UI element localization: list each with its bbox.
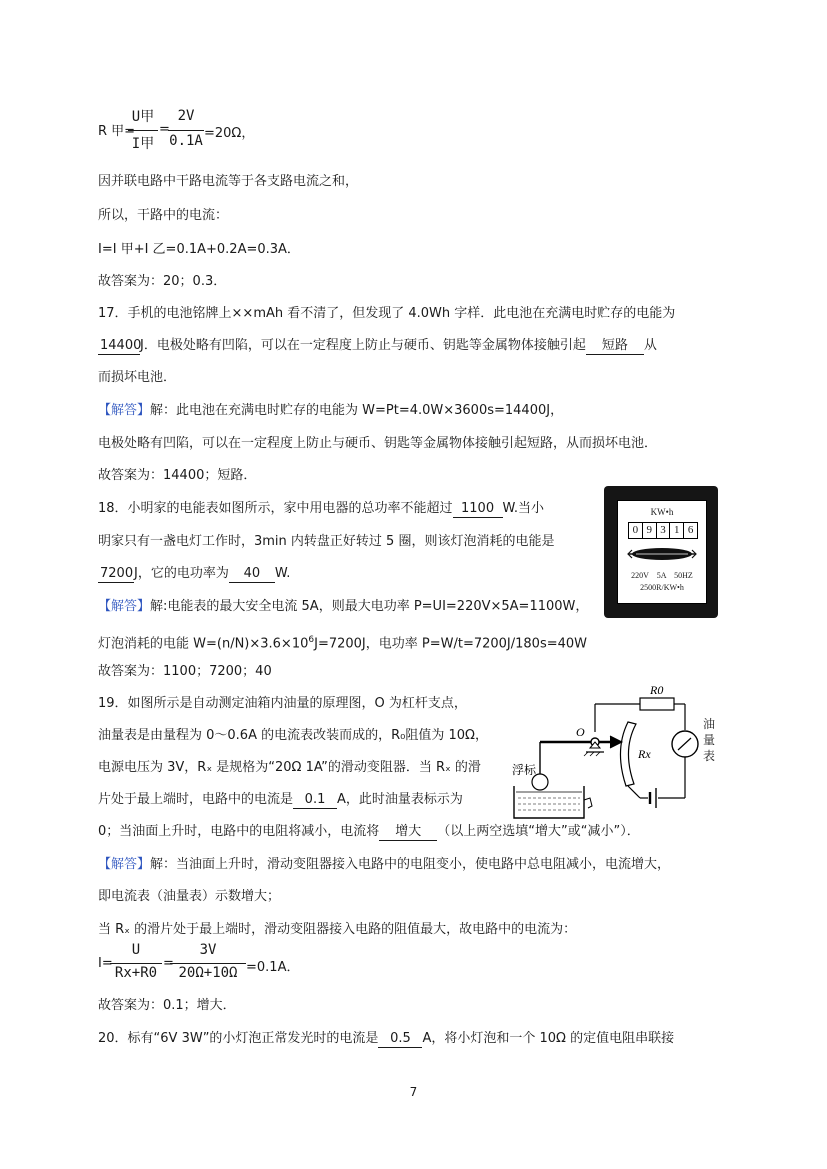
text-current-sum: I=I 甲+I 乙=0.1A+0.2A=0.3A． [98,242,300,257]
q18-line2: 明家只有一盏电灯工作时，3min 内转盘正好转过 5 圈，则该灯泡消耗的电能是 [98,534,555,549]
meter-window [617,500,707,604]
answer-16: 故答案为：20；0.3． [98,274,227,289]
q17-solution1: 【解答】解：此电池在充满电时贮存的电能为 W=Pt=4.0W×3600s=14400J， [98,403,564,418]
q19-solution2: 即电流表（油量表）示数增大； [98,889,281,904]
label-oil-gauge: 油量表 [703,717,716,763]
equals-sign: = [163,956,174,971]
text-so: 所以，干路中的电流： [98,208,229,223]
text-parallel: 因并联电路中干路电流等于各支路电流之和， [98,174,359,189]
blank-increase: 增大 [379,824,437,841]
electric-meter-figure [604,486,718,618]
page-number: 7 [409,1085,418,1099]
q17-answer: 故答案为：14400；短路． [98,468,257,483]
q19-line5: 0；当油面上升时，电路中的电阻将减小，电流将 增大 （以上两空选填“增大”或“减小”）． [98,824,640,839]
label-r0: R0 [650,683,664,697]
equation-r-jia: R 甲= [98,124,136,139]
fraction-2v-over-0.1a: 2V 0.1A [169,108,203,149]
blank-40: 40 [229,566,275,583]
blank-7200: 7200 [100,566,134,581]
meter-digit: 6 [687,524,694,536]
meter-rate: 2500R/KW•h [640,583,684,592]
label-float: 浮标 [512,763,537,777]
eq-i-prefix: I= [98,956,113,971]
meter-unit: KW•h [650,507,674,517]
q19-answer: 故答案为：0.1；增大． [98,998,236,1013]
q18-solution1: 【解答】解:电能表的最大安全电流 5A，则最大电功率 P=UI=220V×5A=1100W， [98,599,589,614]
q17-line2: 14400J．电极处略有凹陷，可以在一定程度上防止与硬币、钥匙等金属物体接触引起 短路 从 [100,338,657,353]
q19-solution3: 当 Rₓ 的滑片处于最上端时，滑动变阻器接入电路的阻值最大，故电路中的电流为： [98,922,577,937]
q18-solution2: 灯泡消耗的电能 $W=(n/N)\times 3.6\times 10^6J=7200J$，电功率 P=W/t=7200J/180s=40W [98,635,588,652]
q18-line1: 18．小明家的电能表如图所示，家中用电器的总功率不能超过 1100 W.当小 [98,501,545,516]
blank-1100: 1100 [453,501,503,518]
q17-line1: 17．手机的电池铭牌上××mAh 看不清了，但发现了 4.0Wh 字样．此电池在充满电时贮存的电能为 [98,306,676,321]
meter-digits [628,522,698,539]
label-rx: Rx [638,747,651,761]
solution-tag: 【解答】 [98,599,151,614]
equation-result: =0.1A． [246,960,300,975]
q19-line2: 油量表是由量程为 0～0.6A 的电流表改装而成的，R₀阻值为 10Ω， [98,728,488,743]
oil-gauge-circuit-diagram [510,682,725,822]
meter-spec: 220V 5A 50HZ [631,571,693,580]
meter-digit: 0 [629,523,643,538]
q18-line3: 7200J，它的电功率为 40 W. [100,566,291,581]
q19-line4: 片处于最上端时，电路中的电流是 0.1 A，此时油量表标示为 [98,792,463,807]
rheostat-rx [620,722,636,786]
equation-result: =20Ω， [204,126,255,141]
blank-14400: 14400 [100,338,142,353]
blank-short-circuit: 短路 [586,338,644,355]
meter-digit: 3 [657,523,671,538]
q20-line1: 20．标有“6V 3W”的小灯泡正常发光时的电流是 0.5 A，将小灯泡和一个 10Ω 的定值电阻串联接 [98,1031,675,1046]
q17-line3: 而损坏电池． [98,370,177,385]
meter-digit: 9 [643,523,657,538]
blank-0.5: 0.5 [378,1031,422,1048]
q19-line1: 19．如图所示是自动测定油箱内油量的原理图，O 为杠杆支点， [98,696,467,711]
q17-solution2: 电极处略有凹陷，可以在一定程度上防止与硬币、钥匙等金属物体接触引起短路，从而损坏电池． [98,436,658,451]
meter-digit: 1 [670,523,684,538]
equals-sign: = [159,122,170,137]
q18-answer: 故答案为：1100；7200；40 [98,664,272,679]
meter-disc-icon [626,545,698,563]
q19-solution1: 【解答】解：当油面上升时，滑动变阻器接入电路中的电阻变小，使电路中总电阻减小，电流增大， [98,857,671,872]
solution-tag: 【解答】 [98,403,151,418]
solution-tag: 【解答】 [98,857,151,872]
fraction-u-over-rx-r0: U Rx+R0 [110,942,162,986]
blank-0.1: 0.1 [293,792,337,809]
resistor-r0 [640,698,674,710]
fraction-3v-over-30ohm: 3V 20Ω+10Ω [170,942,246,986]
q19-line3: 电源电压为 3V，Rₓ 是规格为“20Ω 1A”的滑动变阻器．当 Rₓ 的滑 [98,760,481,775]
label-o: O [576,725,585,739]
fraction-u-over-i: U甲 I甲 [128,106,158,156]
oil-tank [514,786,584,818]
